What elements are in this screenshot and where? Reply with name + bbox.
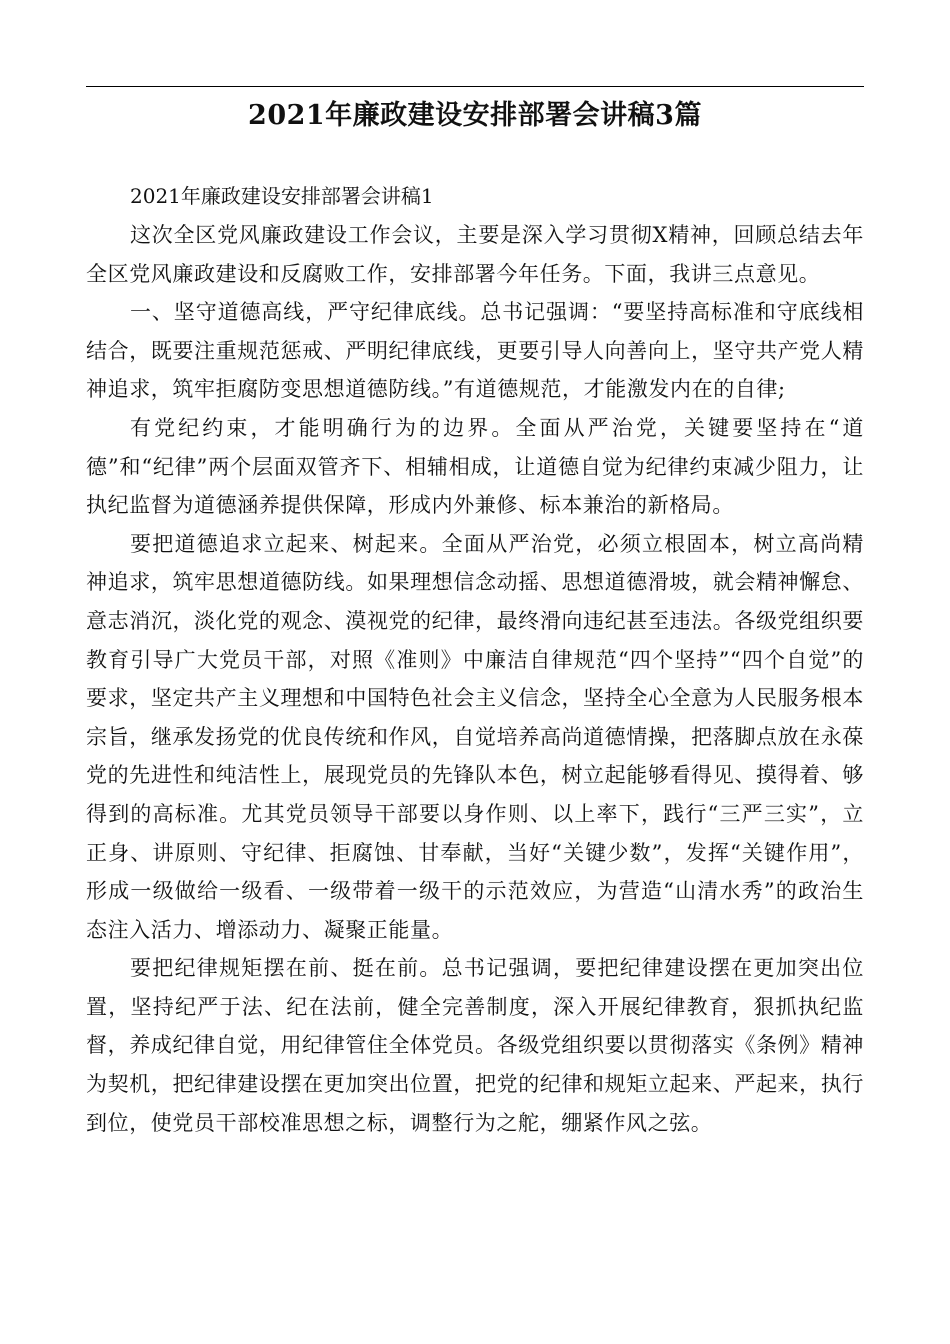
header-rule <box>86 86 864 87</box>
section-subtitle: 2021年廉政建设安排部署会讲稿1 <box>130 184 434 208</box>
paragraph-3: 有党纪约束，才能明确行为的边界。全面从严治党，关键要坚持在“道德”和“纪律”两个层面双管齐下、相辅相成，让道德自觉为纪律约束减少阻力，让执纪监督为道德涵养提供保障，形成内外兼修、标本兼治的新格局。 <box>86 415 864 518</box>
paragraph-2: 一、坚守道德高线，严守纪律底线。总书记强调：“要坚持高标准和守底线相结合，既要注重规范惩戒、严明纪律底线，更要引导人向善向上，坚守共产党人精神追求，筑牢拒腐防变思想道德防线。”有道德规范，才能激发内在的自律; <box>86 300 864 402</box>
paragraph-1: 这次全区党风廉政建设工作会议，主要是深入学习贯彻X精神，回顾总结去年全区党风廉政建设和反腐败工作，安排部署今年任务。下面，我讲三点意见。 <box>86 223 864 286</box>
paragraph-4: 要把道德追求立起来、树起来。全面从严治党，必须立根固本，树立高尚精神追求，筑牢思想道德防线。如果理想信念动摇、思想道德滑坡，就会精神懈怠、意志消沉，淡化党的观念、漠视党的纪律，最终滑向违纪甚至违法。各级党组织要教育引导广大党员干部，对照《准则》中廉洁自律规范“四个坚持”“四个自觉”的要求，坚定共产主义理想和中国特色社会主义信念，坚持全心全意为人民服务根本宗旨，继承发扬党的优良传统和作风，自觉培养高尚道德情操，把落脚点放在永葆党的先进性和纯洁性上，展现党员的先锋队本色，树立起能够看得见、摸得着、够得到的高标准。尤其党员领导干部要以身作则、以上率下，践行“三严三实”，立正身、讲原则、守纪律、拒腐蚀、甘奉献，当好“关键少数”，发挥“关键作用”，形成一级做给一级看、一级带着一级干的示范效应，为营造“山清水秀”的政治生态注入活力、增添动力、凝聚正能量。 <box>86 531 864 942</box>
document-title: 2021年廉政建设安排部署会讲稿3篇 <box>248 100 702 131</box>
paragraph-5: 要把纪律规矩摆在前、挺在前。总书记强调，要把纪律建设摆在更加突出位置，坚持纪严于法、纪在法前，健全完善制度，深入开展纪律教育，狠抓执纪监督，养成纪律自觉，用纪律管住全体党员。各级党组织要以贯彻落实《条例》精神为契机，把纪律建设摆在更加突出位置，把党的纪律和规矩立起来、严起来，执行到位，使党员干部校准思想之标，调整行为之舵，绷紧作风之弦。 <box>86 956 864 1135</box>
document-body <box>86 176 864 1142</box>
